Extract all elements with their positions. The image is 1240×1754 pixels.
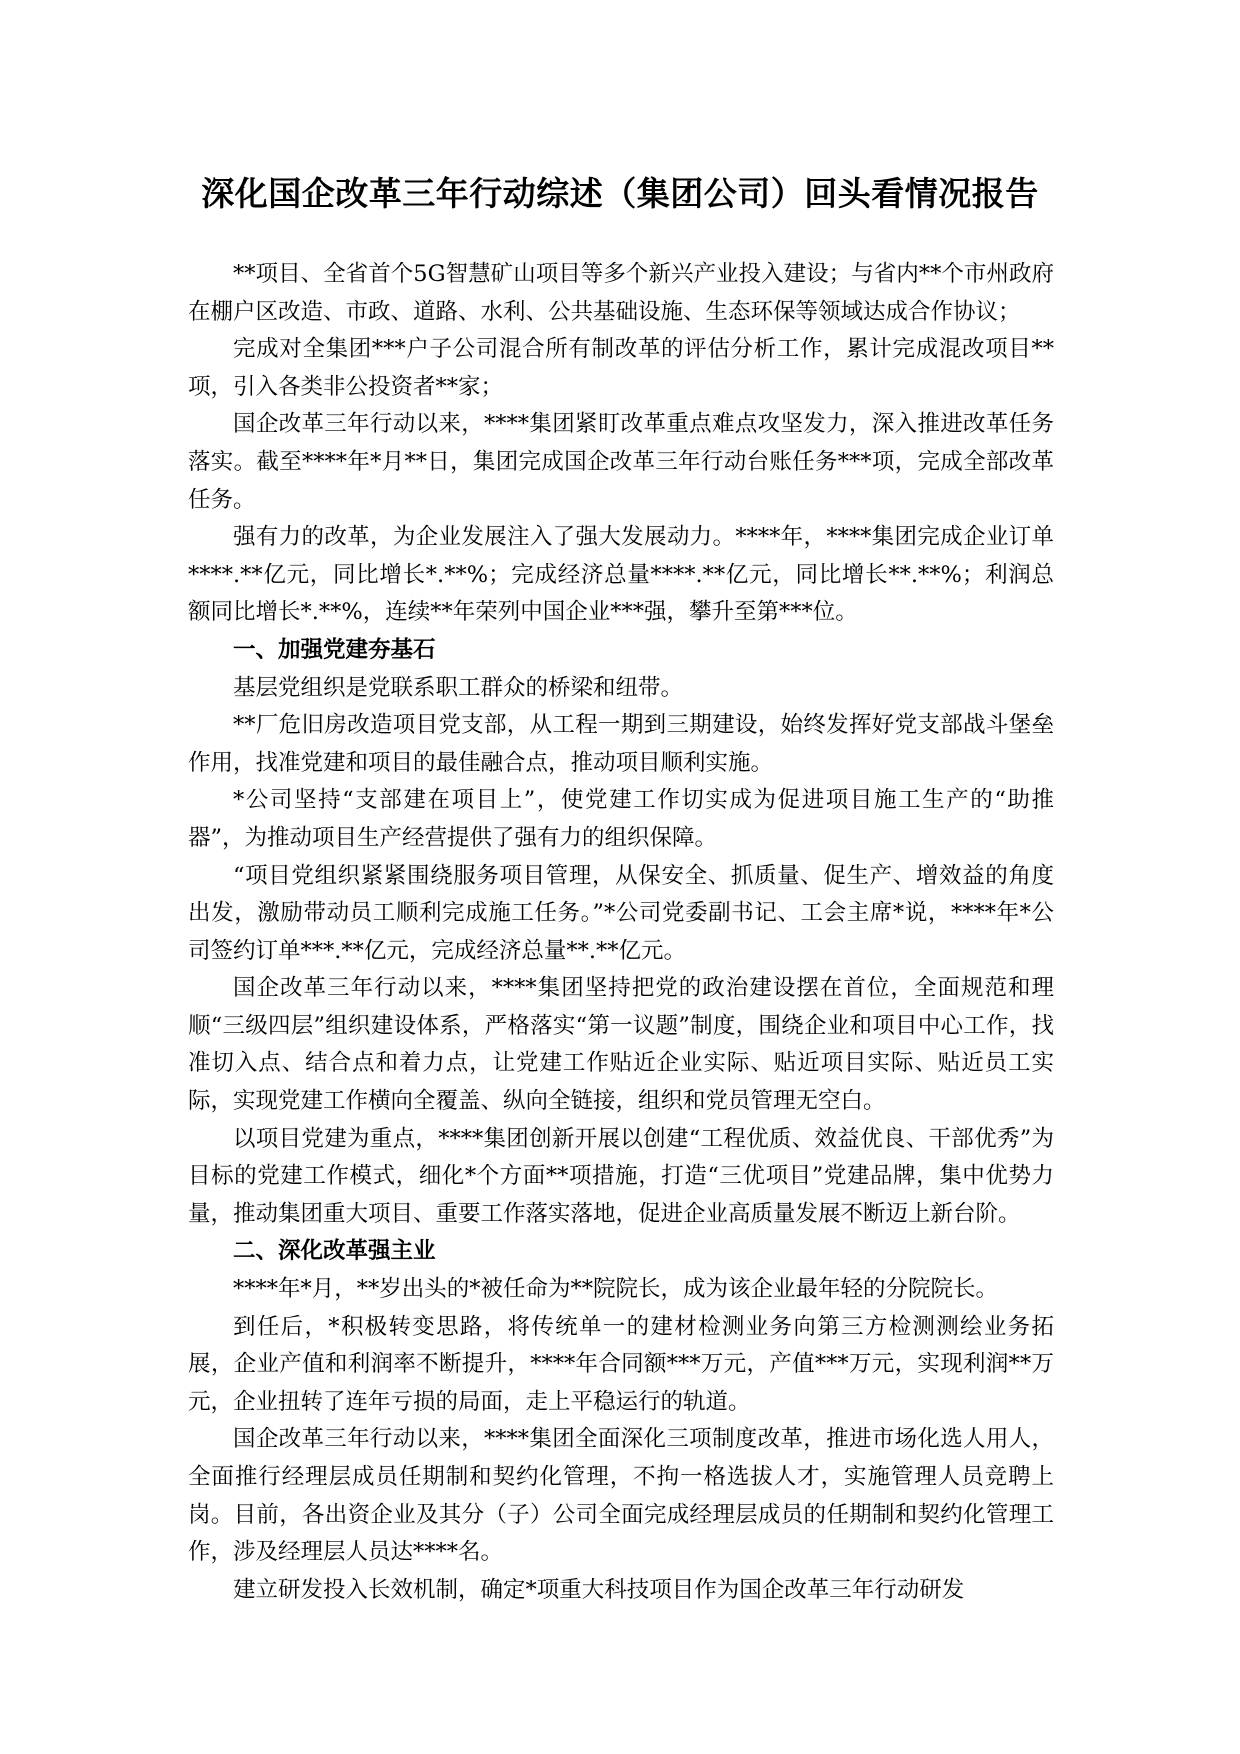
section-heading-deepen-reform: 二、深化改革强主业 (233, 1238, 436, 1265)
paragraph-grassroots: 基层党组织是党联系职工群众的桥梁和纽带。 (233, 674, 684, 701)
paragraph-appointment: ****年*月，**岁出头的*被任命为**院院长，成为该企业最年轻的分院院长。 (233, 1276, 999, 1303)
paragraph-reform-tasks: 国企改革三年行动以来，****集团紧盯改革重点难点攻坚发力，深入推进改革任务落实。截至****年*月**日，集团完成国企改革三年行动台账任务***项，完成全部改革任务。 (188, 411, 1054, 513)
document-title: 深化国企改革三年行动综述（集团公司）回头看情况报告 (201, 174, 1039, 213)
section-heading-party-building: 一、加强党建夯基石 (233, 636, 436, 663)
paragraph-turnaround: 到任后，*积极转变思路，将传统单一的建材检测业务向第三方检测测绘业务拓展，企业产值和利润率不断提升，****年合同额***万元，产值***万元，实现利润**万元，企业扭转了连年亏损的局面，走上平稳运行的轨道。 (188, 1313, 1054, 1415)
paragraph-renovation-project: **厂危旧房改造项目党支部，从工程一期到三期建设，始终发挥好党支部战斗堡垒作用，找准党建和项目的最佳融合点，推动项目顺利实施。 (188, 712, 1054, 776)
paragraph-political-building: 国企改革三年行动以来，****集团坚持把党的政治建设摆在首位，全面规范和理顺“三级四层”组织建设体系，严格落实“第一议题”制度，围绕企业和项目中心工作，找准切入点、结合点和着力点，让党建工作贴近企业实际、贴近项目实际、贴近员工实际，实现党建工作横向全覆盖、纵向全链接，组织和党员管理无空白。 (188, 975, 1054, 1115)
document-body (188, 256, 1054, 1609)
paragraph-three-systems: 国企改革三年行动以来，****集团全面深化三项制度改革，推进市场化选人用人，全面推行经理层成员任期制和契约化管理，不拘一格选拔人才，实施管理人员竞聘上岗。目前，各出资企业及其分（子）公司全面完成经理层成员的任期制和契约化管理工作，涉及经理层人员达****名。 (188, 1426, 1054, 1566)
paragraph-new-industries: **项目、全省首个5G智慧矿山项目等多个新兴产业投入建设；与省内**个市州政府在棚户区改造、市政、道路、水利、公共基础设施、生态环保等领域达成合作协议； (188, 261, 1054, 325)
paragraph-branch-on-project: *公司坚持“支部建在项目上”，使党建工作切实成为促进项目施工生产的“助推器”，为推动项目生产经营提供了强有力的组织保障。 (188, 787, 1054, 851)
paragraph-rd-investment: 建立研发投入长效机制，确定*项重大科技项目作为国企改革三年行动研发 (233, 1576, 965, 1603)
paragraph-three-excellence: 以项目党建为重点，****集团创新开展以创建“工程优质、效益优良、干部优秀”为目标的党建工作模式，细化*个方面**项措施，打造“三优项目”党建品牌，集中优势力量，推动集团重大项目、重要工作落实落地，促进企业高质量发展不断迈上新台阶。 (188, 1125, 1054, 1227)
paragraph-mixed-ownership: 完成对全集团***户子公司混合所有制改革的评估分析工作，累计完成混改项目**项，引入各类非公投资者**家； (188, 336, 1054, 400)
paragraph-performance: 强有力的改革，为企业发展注入了强大发展动力。****年，****集团完成企业订单****.**亿元，同比增长*.**%；完成经济总量****.**亿元，同比增长**.**%；利润总额同比增长*.**%，连续**年荣列中国企业***强，攀升至第***位。 (188, 524, 1054, 626)
paragraph-quote: “项目党组织紧紧围绕服务项目管理，从保安全、抓质量、促生产、增效益的角度出发，激励带动员工顺利完成施工任务。”*公司党委副书记、工会主席*说，****年*公司签约订单***.**亿元，完成经济总量**.**亿元。 (188, 862, 1054, 964)
